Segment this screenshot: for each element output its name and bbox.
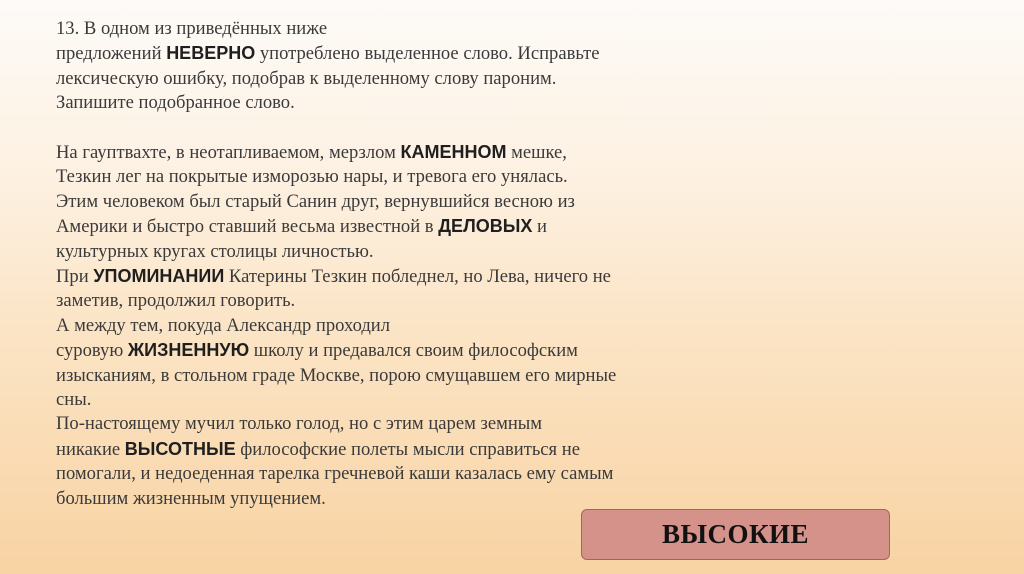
sentence-text: Катерины Тезкин побледнел, но Лева, ничего не bbox=[224, 266, 611, 288]
sentence-line bbox=[56, 190, 796, 214]
task-line bbox=[56, 17, 796, 41]
sentence-text: По-настоящему мучил только голод, но с этим царем земным bbox=[56, 413, 543, 435]
task-text: Запишите подобранное слово. bbox=[56, 92, 295, 114]
sentence-line bbox=[56, 412, 796, 436]
sentence-1 bbox=[56, 140, 796, 190]
sentence-2 bbox=[56, 190, 796, 264]
task-line bbox=[56, 91, 796, 115]
sentence-text: А между тем, покуда Александр проходил bbox=[56, 314, 391, 336]
task-text: употреблено выделенное слово. Исправьте bbox=[255, 43, 600, 65]
sentence-line bbox=[56, 314, 796, 338]
keyword-delovyh: ДЕЛОВЫХ bbox=[438, 216, 533, 237]
task-text: лексическую ошибку, подобрав к выделенному слову пароним. bbox=[56, 67, 557, 89]
keyword-vysotnye: ВЫСОТНЫЕ bbox=[124, 438, 236, 459]
sentence-line bbox=[56, 388, 796, 412]
sentence-text: и bbox=[532, 216, 547, 238]
sentence-text: Этим человеком был старый Санин друг, вернувшийся весною из bbox=[56, 190, 575, 212]
sentence-text: Америки и быстро ставший весьма известной в bbox=[56, 216, 439, 238]
sentence-text: никакие bbox=[56, 438, 125, 460]
sentence-5 bbox=[56, 412, 796, 511]
sentence-text: Тезкин лег на покрытые изморозью нары, и тревога его унялась. bbox=[56, 166, 568, 188]
keyword-kamennom: КАМЕННОМ bbox=[400, 142, 507, 163]
sentence-4 bbox=[56, 314, 796, 413]
sentence-text: большим жизненным упущением. bbox=[56, 487, 326, 509]
sentence-line bbox=[56, 487, 796, 511]
answer-label: ВЫСОКИЕ bbox=[661, 519, 810, 549]
sentence-line bbox=[56, 140, 796, 165]
sentence-text: суровую bbox=[56, 340, 128, 362]
answer-box[interactable] bbox=[581, 509, 890, 560]
keyword-upominanii: УПОМИНАНИИ bbox=[93, 266, 225, 287]
sentence-text: философские полеты мысли справиться не bbox=[235, 438, 580, 460]
sentence-line bbox=[56, 462, 796, 486]
sentence-line bbox=[56, 264, 796, 289]
sentence-text: изысканиям, в стольном граде Москве, порою смущавшем его мирные bbox=[56, 364, 617, 386]
sentence-text: школу и предавался своим философским bbox=[249, 340, 578, 362]
keyword-neverno: НЕВЕРНО bbox=[166, 43, 256, 64]
sentence-text: помогали, и недоеденная тарелка гречневой каши казалась ему самым bbox=[56, 463, 614, 485]
sentence-text: мешке, bbox=[506, 142, 567, 164]
task-instructions bbox=[56, 17, 796, 116]
spacer bbox=[56, 116, 796, 140]
sentence-line bbox=[56, 214, 796, 239]
sentence-line bbox=[56, 289, 796, 313]
sentence-text: заметив, продолжил говорить. bbox=[56, 290, 296, 312]
sentence-text: На гауптвахте, в неотапливаемом, мерзлом bbox=[56, 142, 401, 164]
sentence-text: сны. bbox=[56, 389, 92, 411]
keyword-zhiznennuyu: ЖИЗНЕННУЮ bbox=[127, 340, 250, 361]
sentence-3 bbox=[56, 264, 796, 314]
sentence-text: культурных кругах столицы личностью. bbox=[56, 240, 374, 262]
sentence-line bbox=[56, 437, 796, 462]
sentence-text: При bbox=[56, 266, 94, 288]
task-text: предложений bbox=[56, 43, 167, 65]
task-text: 13. В одном из приведённых ниже bbox=[56, 18, 328, 39]
task-line bbox=[56, 41, 796, 66]
sentence-line bbox=[56, 240, 796, 264]
task-line bbox=[56, 67, 796, 91]
slide-text bbox=[56, 17, 796, 511]
sentence-line bbox=[56, 364, 796, 388]
sentence-line bbox=[56, 338, 796, 363]
sentence-line bbox=[56, 165, 796, 189]
